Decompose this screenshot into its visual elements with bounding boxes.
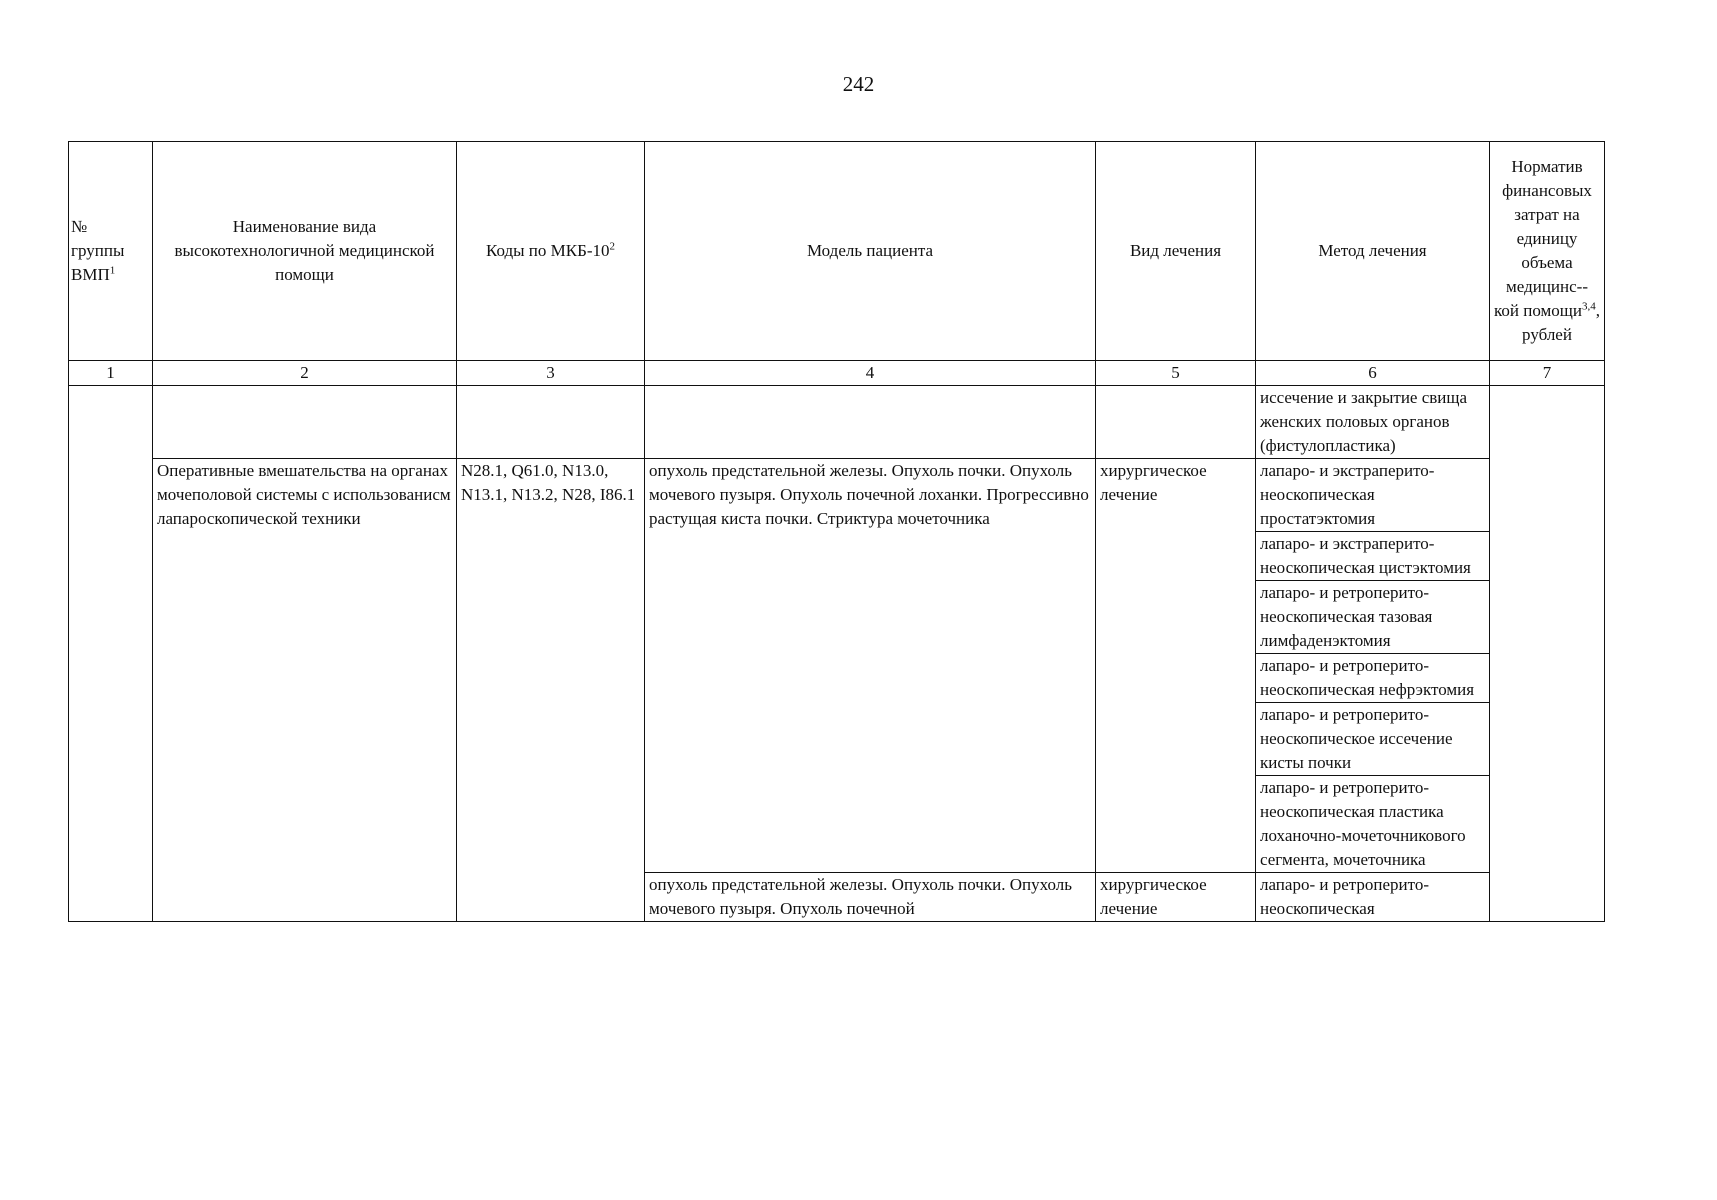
column-number: 4 (645, 361, 1096, 386)
table-row (69, 459, 1605, 532)
column-number: 2 (153, 361, 457, 386)
header-treatment-type: Вид лечения (1096, 142, 1256, 361)
treatment-method-cell: лапаро- и ретроперито-неоскопическое иссечение кисты почки (1256, 703, 1490, 776)
header-cost-standard: Норматив финансовых затрат на единицу объема медицинс--кой помощи$^{3,4}$, рублей (1490, 142, 1605, 361)
header-icd-codes: Коды по МКБ-$10^2$ (457, 142, 645, 361)
treatment-type-cell (1096, 386, 1256, 459)
group-number-cell (69, 386, 153, 922)
patient-model-cell: опухоль предстательной железы. Опухоль почки. Опухоль мочевого пузыря. Опухоль почечной (645, 873, 1096, 922)
page-number: 242 (842, 72, 875, 96)
treatment-method-cell: лапаро- и ретроперито-неоскопическая нефрэктомия (1256, 654, 1490, 703)
icd-codes-cell (457, 386, 645, 459)
column-number: 5 (1096, 361, 1256, 386)
column-number: 1 (69, 361, 153, 386)
patient-model-cell (645, 386, 1096, 459)
treatment-method-cell: лапаро- и экстраперито-неоскопическая цистэктомия (1256, 532, 1490, 581)
cost-standard-cell (1490, 386, 1605, 922)
care-type-cell (153, 386, 457, 459)
care-type-cell: Оперативные вмешательства на органах мочеполовой системы с использованисм лапароскопической техники (153, 459, 457, 922)
header-row (69, 142, 1605, 361)
treatment-method-cell: лапаро- и ретроперито-неоскопическая пластика лоханочно-мочеточникового сегмента, мочеточника (1256, 776, 1490, 873)
header-care-type: Наименование вида высокотехнологичной медицинской помощи (153, 142, 457, 361)
icd-codes-cell: N28.1, Q61.0, N13.0, N13.1, N13.2, N28, I86.1 (457, 459, 645, 922)
treatment-method-cell: лапаро- и экстраперито-неоскопическая простатэктомия (1256, 459, 1490, 532)
column-number: 7 (1490, 361, 1605, 386)
treatment-method-cell: лапаро- и ретроперито-неоскопическая тазовая лимфаденэктомия (1256, 581, 1490, 654)
table-row (69, 386, 1605, 459)
header-group-number: № группы ВМП$^1$ (69, 142, 153, 361)
column-number: 6 (1256, 361, 1490, 386)
header-patient-model: Модель пациента (645, 142, 1096, 361)
treatment-method-cell: иссечение и закрытие свища женских половых органов (фистулопластика) (1256, 386, 1490, 459)
treatment-type-cell: хирургическое лечение (1096, 459, 1256, 873)
patient-model-cell: опухоль предстательной железы. Опухоль почки. Опухоль мочевого пузыря. Опухоль почечной лоханки. Прогрессивно растущая киста почки. Стриктура мочеточника (645, 459, 1096, 873)
vmp-table (68, 141, 1605, 922)
treatment-method-cell: лапаро- и ретроперито-неоскопическая (1256, 873, 1490, 922)
column-number: 3 (457, 361, 645, 386)
column-number-row (69, 361, 1605, 386)
header-treatment-method: Метод лечения (1256, 142, 1490, 361)
treatment-type-cell: хирургическое лечение (1096, 873, 1256, 922)
